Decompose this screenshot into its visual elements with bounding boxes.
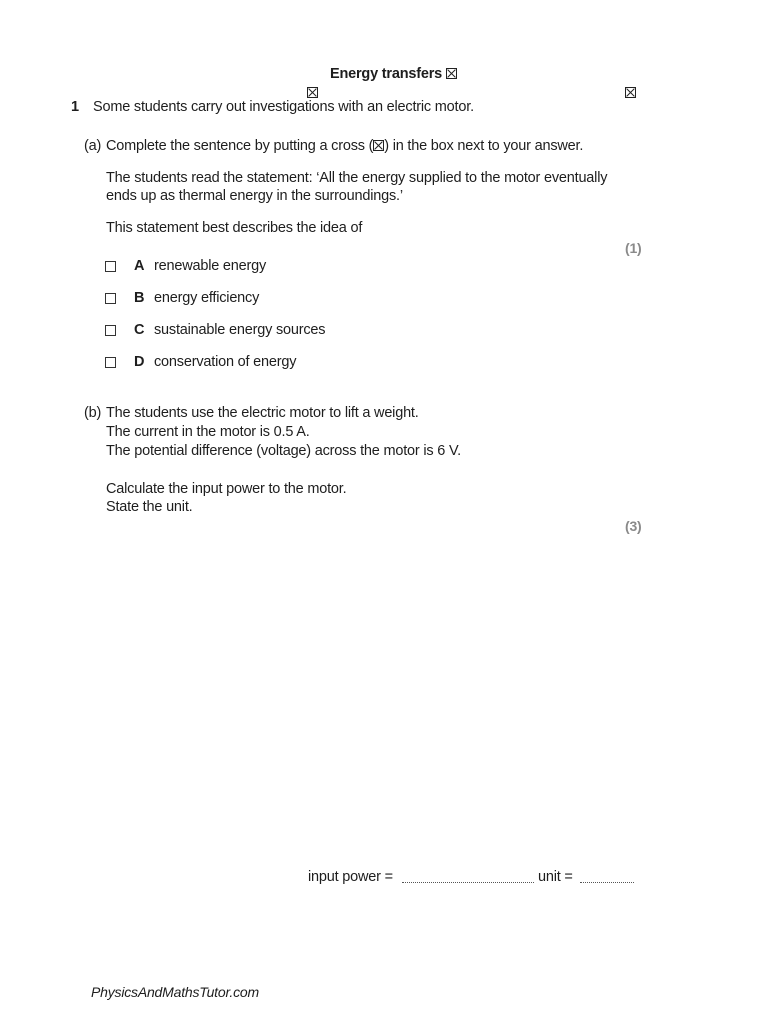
part-a-statement-line1: The students read the statement: ‘All the energy supplied to the motor eventually	[106, 170, 608, 186]
option-b-checkbox[interactable]	[105, 293, 116, 304]
part-a-instruction: Complete the sentence by putting a cross ( ) in the box next to your answer.	[106, 138, 584, 154]
part-b-label: (b)	[84, 405, 102, 421]
cross-box-icon	[625, 87, 636, 98]
input-power-answer-line[interactable]	[402, 882, 534, 883]
part-b-marks: (3)	[625, 518, 642, 534]
unit-answer-line[interactable]	[580, 882, 634, 883]
option-c-text: sustainable energy sources	[154, 322, 326, 338]
option-b-letter: B	[134, 290, 145, 306]
cross-box-icon	[373, 140, 384, 151]
part-b-line3: The potential difference (voltage) across the motor is 6 V.	[106, 443, 461, 459]
unit-label: unit =	[538, 869, 573, 885]
part-a-statement-line2: ends up as thermal energy in the surroundings.’	[106, 188, 403, 204]
part-b-line5: State the unit.	[106, 499, 193, 515]
part-b-line2: The current in the motor is 0.5 A.	[106, 424, 310, 440]
option-a-checkbox[interactable]	[105, 261, 116, 272]
cross-box-icon	[446, 68, 457, 79]
option-d-text: conservation of energy	[154, 354, 297, 370]
option-c-letter: C	[134, 322, 145, 338]
part-a-marks: (1)	[625, 240, 642, 256]
page-title: Energy transfers	[330, 66, 457, 82]
question-number: 1	[71, 99, 79, 115]
footer-source: PhysicsAndMathsTutor.com	[91, 984, 259, 1000]
option-c-checkbox[interactable]	[105, 325, 116, 336]
option-a-text: renewable energy	[154, 258, 267, 274]
cross-box-icon	[307, 87, 318, 98]
input-power-label: input power =	[308, 869, 393, 885]
part-a-prompt: This statement best describes the idea of	[106, 220, 363, 236]
option-a-letter: A	[134, 258, 145, 274]
option-d-checkbox[interactable]	[105, 357, 116, 368]
option-d-letter: D	[134, 354, 145, 370]
part-b-line4: Calculate the input power to the motor.	[106, 481, 347, 497]
part-b-line1: The students use the electric motor to lift a weight.	[106, 405, 419, 421]
question-intro: Some students carry out investigations with an electric motor.	[93, 99, 474, 115]
option-b-text: energy efficiency	[154, 290, 260, 306]
part-a-label: (a)	[84, 138, 102, 154]
